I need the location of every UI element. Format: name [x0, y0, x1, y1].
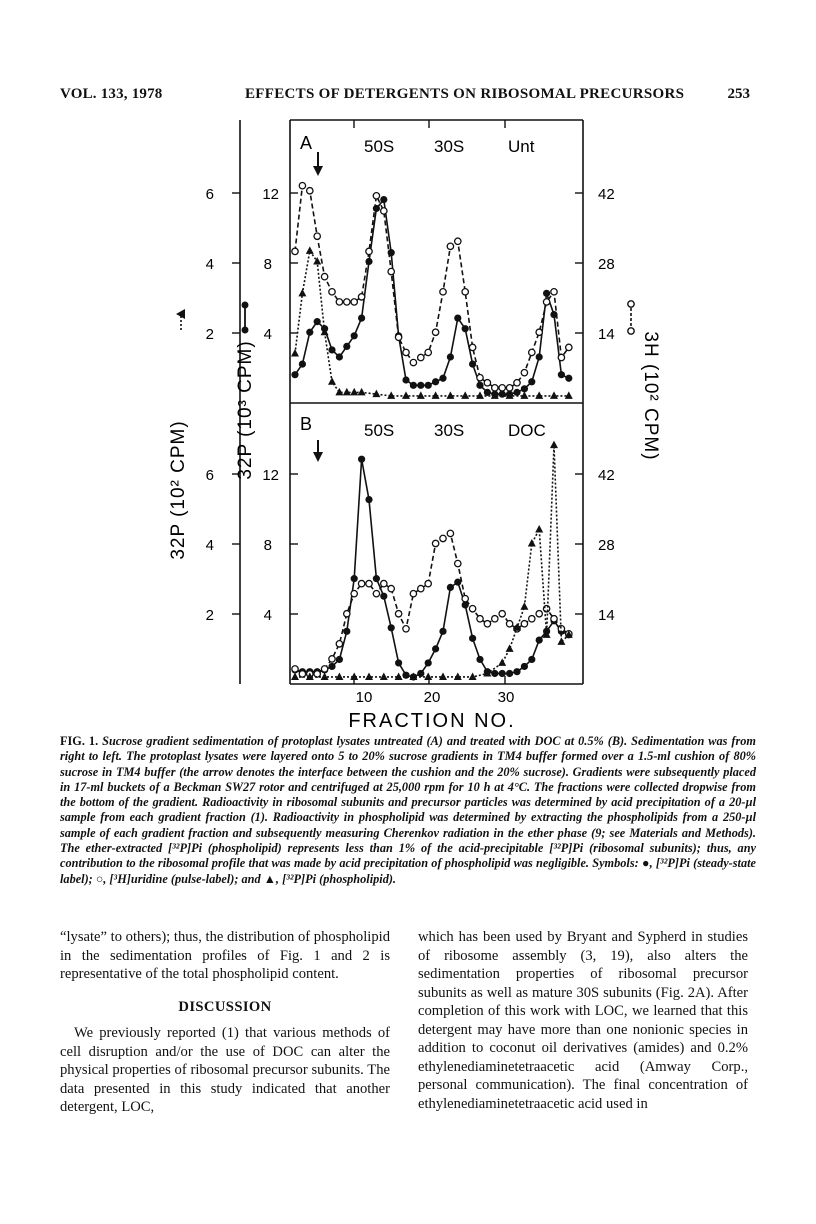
data-point-phospholipid	[550, 441, 558, 449]
data-point-steady	[476, 382, 483, 389]
caption-text: Sucrose gradient sedimentation of protoplast lysates untreated (A) and treated with DOC at 0.5% (B). Sedimentation was from right to left. The protoplast lysates were layered onto 5 to 20% sucrose gradients in TM4 buffer formed over a 1.5-ml cushion of 80% sucrose in TM4 buffer (the arrow denotes the interface between the cushion and the 20% sucrose). Gradients were subsequently placed in 17-ml buckets of a Beckman SW27 rotor and centrifuged at 25,000 rpm for 10 h at 4°C. The fractions were collected dropwise from the bottom of the gradient. Radioactivity in ribosomal subunits and precursor particles was determined by acid precipitation of a 20-µl sample from each gradient fraction (1). Radioactivity in phospholipid was determined by extracting the phospholipids from a 250-µl sample of each gradient fraction and subsequently measuring Cherenkov radiation in the ether phase (9; see Materials and Methods). The ether-extracted [³²P]Pi (phospholipid) represents less than 1% of the acid-precipitable [³²P]Pi (ribosomal subunits); thus, any contribution to the ribosomal profile that was made by acid precipitation of phospholipid was negligible. Symbols: ●, [³²P]Pi (steady-state label); ○, [³H]uridine (pulse-label); and ▲, [³²P]Pi (phospholipid).	[60, 734, 756, 886]
data-point-uridine	[395, 334, 401, 340]
data-point-steady	[565, 375, 572, 382]
data-point-uridine	[521, 621, 527, 627]
data-point-steady	[351, 575, 358, 582]
data-point-uridine	[336, 299, 342, 305]
tick-label: 12	[262, 186, 279, 203]
inner-left-tick-labels	[262, 186, 279, 624]
data-point-phospholipid	[291, 349, 299, 357]
data-point-uridine	[536, 611, 542, 617]
tick-label: 42	[598, 186, 615, 203]
panel-a-label-unt: Unt	[508, 137, 535, 156]
panel-a-letter: A	[300, 133, 313, 153]
tick-label: 12	[262, 467, 279, 484]
data-point-uridine	[358, 294, 364, 300]
data-point-steady	[521, 385, 528, 392]
data-point-steady	[380, 196, 387, 203]
data-point-uridine	[418, 354, 424, 360]
data-point-uridine	[506, 621, 512, 627]
data-point-uridine	[455, 560, 461, 566]
data-point-uridine	[477, 375, 483, 381]
data-point-uridine	[484, 380, 490, 386]
data-point-steady	[447, 584, 454, 591]
data-point-steady	[425, 382, 432, 389]
figure-caption	[60, 734, 756, 887]
outer-left-tick-labels	[206, 186, 214, 624]
data-point-steady	[343, 628, 350, 635]
data-point-uridine	[351, 590, 357, 596]
data-point-steady	[425, 659, 432, 666]
data-point-steady	[506, 670, 513, 677]
panel-a-label-30s: 30S	[434, 137, 465, 156]
data-point-phospholipid	[358, 388, 366, 396]
data-point-uridine	[558, 354, 564, 360]
data-point-uridine	[321, 666, 327, 672]
tick-label: 8	[263, 256, 272, 273]
data-point-uridine	[469, 606, 475, 612]
data-point-uridine	[336, 641, 342, 647]
data-point-uridine	[314, 233, 320, 239]
data-point-uridine	[410, 590, 416, 596]
data-point-uridine	[373, 590, 379, 596]
paragraph: We previously reported (1) that various methods of cell disruption and/or the use of DOC can alter the physical properties of ribosomal precursor subunits. The data presented in this study indicated that another detergent, LOC,	[60, 1025, 390, 1115]
data-point-uridine	[469, 344, 475, 350]
data-point-phospholipid	[506, 644, 514, 652]
data-point-steady	[417, 670, 424, 677]
tick-label: 4	[263, 607, 272, 624]
data-point-steady	[447, 353, 454, 360]
data-point-uridine	[499, 385, 505, 391]
panel-b-label-doc: DOC	[508, 421, 546, 440]
x-tick-labels	[356, 689, 515, 706]
data-point-steady	[476, 656, 483, 663]
data-point-uridine	[351, 299, 357, 305]
data-point-steady	[291, 371, 298, 378]
tick-label: 4	[263, 326, 272, 343]
panel-b-label-50s: 50S	[364, 421, 395, 440]
section-heading: DISCUSSION	[178, 998, 272, 1015]
data-point-steady	[513, 668, 520, 675]
panel-b-arrow	[313, 440, 323, 462]
data-point-steady	[439, 628, 446, 635]
inner-left-axis-title: 32P (10³ CPM)	[235, 340, 256, 480]
data-point-uridine	[329, 289, 335, 295]
tick-label: 4	[205, 537, 214, 554]
data-point-uridine	[373, 193, 379, 199]
data-point-uridine	[321, 273, 327, 279]
data-point-steady	[402, 376, 409, 383]
tick-label: 28	[598, 256, 615, 273]
data-point-uridine	[447, 530, 453, 536]
data-point-uridine	[506, 385, 512, 391]
data-point-uridine	[344, 299, 350, 305]
data-point-steady	[432, 645, 439, 652]
data-point-phospholipid	[328, 377, 336, 385]
journal-volume: VOL. 133, 1978	[60, 86, 163, 102]
outer-left-legend-symbol	[176, 309, 185, 330]
data-point-steady	[528, 378, 535, 385]
data-point-uridine	[307, 188, 313, 194]
data-point-steady	[521, 663, 528, 670]
data-point-uridine	[521, 369, 527, 375]
panel-b-label-30s: 30S	[434, 421, 465, 440]
data-point-uridine	[381, 208, 387, 214]
data-point-uridine	[551, 616, 557, 622]
data-point-phospholipid	[298, 289, 306, 297]
data-point-steady	[417, 382, 424, 389]
data-point-steady	[380, 593, 387, 600]
data-point-steady	[469, 360, 476, 367]
tick-label: 14	[598, 607, 615, 624]
data-point-uridine	[388, 585, 394, 591]
data-point-uridine	[484, 621, 490, 627]
data-point-steady	[454, 579, 461, 586]
data-point-uridine	[418, 585, 424, 591]
data-point-steady	[410, 382, 417, 389]
data-point-uridine	[543, 299, 549, 305]
data-point-uridine	[432, 329, 438, 335]
data-point-phospholipid	[535, 525, 543, 533]
right-axis-title: 3H (10² CPM)	[640, 331, 661, 461]
data-point-uridine	[477, 616, 483, 622]
data-point-phospholipid	[498, 658, 506, 666]
tick-label: 4	[205, 256, 214, 273]
tick-label: 6	[205, 186, 214, 203]
data-point-uridine	[329, 656, 335, 662]
data-point-phospholipid	[557, 637, 565, 645]
running-title: EFFECTS OF DETERGENTS ON RIBOSOMAL PRECURSORS	[245, 86, 685, 102]
tick-label: 42	[598, 467, 615, 484]
data-point-uridine	[358, 580, 364, 586]
data-point-steady	[469, 635, 476, 642]
panel-a-arrow	[313, 152, 323, 176]
series-line-uridine	[295, 533, 569, 674]
data-point-uridine	[529, 349, 535, 355]
data-point-uridine	[551, 289, 557, 295]
body-column-left	[60, 928, 390, 1117]
data-point-uridine	[292, 248, 298, 254]
data-point-uridine	[395, 611, 401, 617]
data-point-uridine	[432, 540, 438, 546]
data-point-uridine	[566, 344, 572, 350]
data-point-steady	[299, 360, 306, 367]
tick-label: 6	[205, 467, 214, 484]
data-point-uridine	[529, 616, 535, 622]
tick-label: 2	[205, 326, 214, 343]
data-point-steady	[543, 290, 550, 297]
outer-left-axis-title: 32P (10² CPM)	[168, 420, 189, 560]
data-point-steady	[536, 353, 543, 360]
tick-label: 8	[263, 537, 272, 554]
inner-left-legend-symbol	[242, 302, 249, 334]
data-point-steady	[484, 389, 491, 396]
data-point-uridine	[447, 243, 453, 249]
data-point-uridine	[492, 616, 498, 622]
data-point-uridine	[462, 289, 468, 295]
paragraph: which has been used by Bryant and Sypherd in studies of ribosome assembly (3, 19), also alters the sedimentation properties of ribosomal precursor subunits as well as mature 30S subunits (Fig. 2A). After completion of this work with LOC, we learned that this detergent may have more than one nonionic species in addition to coconut oil derivatives (amides) and 0.2% ethylenediaminetetraacetic acid (Amway Corp., personal communication). The final concentration of ethylenediaminetetraacetic acid used in	[418, 929, 748, 1112]
data-point-steady	[499, 670, 506, 677]
data-point-uridine	[425, 580, 431, 586]
data-point-uridine	[381, 580, 387, 586]
data-point-uridine	[536, 329, 542, 335]
data-point-steady	[358, 315, 365, 322]
tick-label: 20	[423, 689, 441, 706]
data-point-uridine	[366, 580, 372, 586]
tick-label: 30	[497, 689, 515, 706]
data-point-uridine	[292, 666, 298, 672]
data-point-phospholipid	[528, 539, 536, 547]
data-point-steady	[336, 656, 343, 663]
data-point-uridine	[403, 626, 409, 632]
right-legend-symbol	[628, 301, 634, 334]
data-point-uridine	[410, 359, 416, 365]
data-point-steady	[358, 456, 365, 463]
data-point-uridine	[499, 611, 505, 617]
data-point-steady	[388, 624, 395, 631]
data-point-uridine	[455, 238, 461, 244]
data-point-steady	[536, 636, 543, 643]
data-point-steady	[343, 343, 350, 350]
body-column-right	[418, 928, 748, 1113]
data-point-steady	[373, 575, 380, 582]
caption-lead: FIG. 1.	[60, 734, 99, 748]
data-point-steady	[513, 389, 520, 396]
data-point-uridine	[462, 595, 468, 601]
data-point-uridine	[514, 380, 520, 386]
data-point-uridine	[366, 248, 372, 254]
data-point-steady	[454, 315, 461, 322]
data-point-steady	[439, 375, 446, 382]
data-point-uridine	[440, 535, 446, 541]
tick-label: 2	[205, 607, 214, 624]
data-point-phospholipid	[291, 672, 299, 680]
data-point-steady	[528, 656, 535, 663]
data-point-steady	[373, 205, 380, 212]
data-point-uridine	[492, 385, 498, 391]
right-tick-labels	[598, 186, 615, 624]
panel-b-letter: B	[300, 414, 313, 434]
x-axis-title: FRACTION NO.	[348, 710, 516, 732]
data-point-steady	[328, 346, 335, 353]
tick-label: 28	[598, 537, 615, 554]
data-point-steady	[314, 318, 321, 325]
data-point-phospholipid	[520, 602, 528, 610]
tick-label: 14	[598, 326, 615, 343]
data-point-uridine	[425, 349, 431, 355]
data-point-steady	[351, 332, 358, 339]
data-point-uridine	[299, 182, 305, 188]
paragraph: “lysate” to others); thus, the distribution of phospholipid in the sedimentation profiles of Fig. 1 and 2 is representative of the total phospholipid content.	[60, 929, 390, 982]
page-number: 253	[727, 86, 750, 102]
data-point-steady	[558, 371, 565, 378]
data-point-uridine	[403, 349, 409, 355]
data-point-phospholipid	[306, 246, 314, 254]
data-point-uridine	[344, 611, 350, 617]
panel-a-label-50s: 50S	[364, 137, 395, 156]
figure-1	[0, 100, 816, 734]
data-point-steady	[328, 663, 335, 670]
data-point-uridine	[388, 268, 394, 274]
data-point-steady	[365, 496, 372, 503]
data-point-steady	[491, 670, 498, 677]
data-point-uridine	[440, 289, 446, 295]
tick-label: 10	[355, 689, 373, 706]
data-point-steady	[462, 325, 469, 332]
data-point-steady	[395, 659, 402, 666]
data-point-steady	[336, 353, 343, 360]
top-ticks	[354, 120, 505, 128]
data-point-steady	[432, 378, 439, 385]
data-point-steady	[306, 329, 313, 336]
